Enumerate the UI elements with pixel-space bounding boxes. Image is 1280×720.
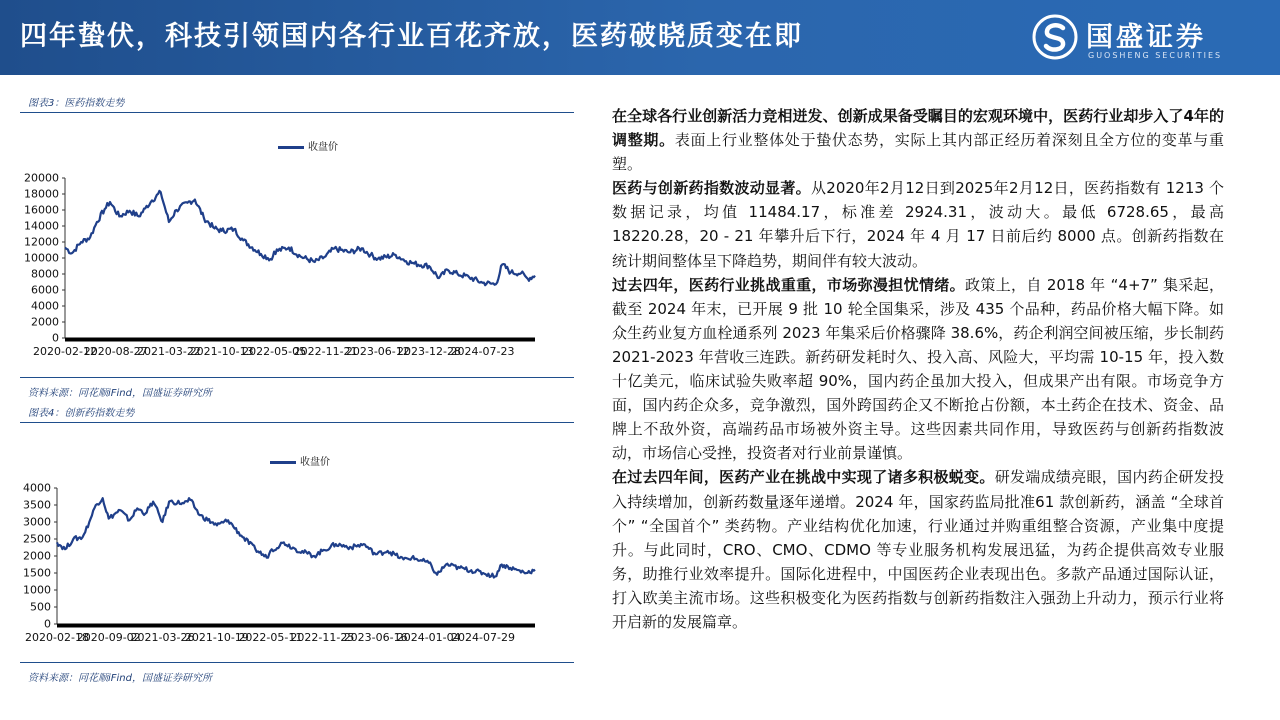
figure-4-bottom-rule <box>20 662 574 663</box>
y-tick-label: 1500 <box>23 566 51 580</box>
paragraph-4-lead: 在过去四年间，医药产业在挑战中实现了诸多积极蜕变。 <box>612 468 995 487</box>
figure-3-top-rule <box>20 112 574 113</box>
figure-3-caption: 图表3：医药指数走势 <box>28 98 125 109</box>
y-tick-label: 4000 <box>31 299 59 313</box>
paragraph-4 <box>612 465 1224 634</box>
analysis-text <box>612 104 1224 634</box>
y-tick-label: 18000 <box>24 187 59 201</box>
legend-label: 收盘价 <box>300 457 330 468</box>
page-title: 四年蛰伏，科技引领国内各行业百花齐放，医药破晓质变在即 <box>20 21 803 52</box>
x-tick-label: 2024-07-29 <box>451 631 515 644</box>
paragraph-1-lead: 在全球各行业创新活力竞相迸发、创新成果备受瞩目的宏观环境中，医药行业却步入了4年的调整期。 <box>612 107 1224 150</box>
y-tick-label: 10000 <box>24 251 59 265</box>
y-tick-label: 4000 <box>23 481 51 495</box>
x-tick-label: 2024-07-23 <box>450 345 515 358</box>
y-tick-label: 500 <box>30 600 51 614</box>
x-tick-label: 2023-06-16 <box>343 631 408 644</box>
paragraph-1 <box>612 104 1224 176</box>
y-tick-label: 0 <box>44 617 51 631</box>
x-tick-label: 2021-10-13 <box>189 345 254 358</box>
paragraph-3-body: 政策上，自 2018 年 “4+7” 集采起，截至 2024 年末，已开展 9 批 10 轮全国集采，涉及 435 个品种，药品价格大幅下降。如众生药业复方血栓通系列 2023 年集采后价格骤降 38.6%，药企利润空间被压缩，步长制药 2021-2023 年营收三连跌。新药研发耗时久、投入高、风险大，平均需 10-15 年，投入数十亿美元，临床试验失败率超 90%，国内药企虽加大投入，但成果产出有限。市场竞争方面，国内药企众多，竞争激烈，国外跨国药企又不断抢占份额，本土药企在技术、资金、品牌上不敌外资，高端药品市场被外资主导。这些因素共同作用，导致医药与创新药指数波动，市场信心受挫，投资者对行业前景谨慎。 <box>612 275 1224 463</box>
figure-4-caption: 图表4：创新药指数走势 <box>28 408 135 419</box>
y-tick-label: 2500 <box>23 532 51 546</box>
x-tick-label: 2022-05-11 <box>238 631 303 644</box>
x-tick-label: 2020-08-27 <box>83 345 148 358</box>
y-tick-label: 2000 <box>23 549 51 563</box>
y-tick-label: 3000 <box>23 515 51 529</box>
guosheng-logo-icon <box>1032 14 1078 60</box>
y-tick-label: 12000 <box>24 235 59 249</box>
x-tick-label: 2021-03-22 <box>136 345 201 358</box>
paragraph-3-lead: 过去四年，医药行业挑战重重，市场弥漫担忧情绪。 <box>612 275 966 294</box>
figure-3-source: 资料来源：同花顺iFind，国盛证券研究所 <box>28 388 212 399</box>
y-tick-label: 8000 <box>31 267 59 281</box>
medicine-index-chart <box>20 170 574 366</box>
y-tick-label: 16000 <box>24 203 59 217</box>
paragraph-1-body: 表面上行业整体处于蛰伏态势，实际上其内部正经历着深刻且全方位的变革与重塑。 <box>612 131 1224 174</box>
logo-english-name: GUOSHENG SECURITIES <box>1088 51 1223 60</box>
x-tick-label: 2023-06-12 <box>345 345 410 358</box>
x-tick-label: 2022-11-21 <box>293 345 358 358</box>
legend-label: 收盘价 <box>308 142 338 153</box>
figure-4-source: 资料来源：同花顺iFind，国盛证券研究所 <box>28 673 212 684</box>
brand-logo <box>1032 12 1252 66</box>
paragraph-3 <box>612 273 1224 466</box>
paragraph-2-body: 从2020年2月12日到2025年2月12日，医药指数有 1213 个数据记录，均值 11484.17，标准差 2924.31，波动大。最低 6728.65，最高 18220.28，20 - 21 年攀升后下行，2024 年 4 月 17 日前后约 8000 点。创新药指数在统计期间整体呈下降趋势，期间伴有较大波动。 <box>612 179 1224 270</box>
y-tick-label: 3500 <box>23 498 51 512</box>
x-tick-label: 2024-01-04 <box>396 631 461 644</box>
y-tick-label: 20000 <box>24 171 59 185</box>
x-tick-label: 2022-05-05 <box>242 345 307 358</box>
x-tick-label: 2022-11-25 <box>290 631 355 644</box>
paragraph-2 <box>612 176 1224 272</box>
y-tick-label: 2000 <box>31 315 59 329</box>
series-line-closing-price <box>57 498 535 577</box>
x-tick-label: 2023-12-28 <box>397 345 461 358</box>
paragraph-2-lead: 医药与创新药指数波动显著。 <box>612 179 811 198</box>
figure-3-bottom-rule <box>20 377 574 378</box>
figure-4-legend <box>270 453 330 468</box>
series-line-closing-price <box>65 191 535 285</box>
figure-3-legend <box>278 138 338 153</box>
header-banner <box>0 0 1280 75</box>
x-tick-label: 2021-03-26 <box>130 631 195 644</box>
legend-swatch <box>278 146 304 149</box>
y-tick-label: 1000 <box>23 583 51 597</box>
legend-swatch <box>270 461 296 464</box>
y-tick-label: 0 <box>52 331 59 345</box>
paragraph-4-body: 研发端成绩亮眼，国内药企研发投入持续增加，创新药数量逐年递增。2024 年，国家药监局批准61 款创新药，涵盖 “全球首个” “全国首个” 类药物。产业结构优化加速，行业通过并购重组整合资源，产业集中度提升。与此同时，CRO、CMO、CDMO 等专业服务机构发展迅猛，为药企提供高效专业服务，助推行业效率提升。国际化进程中，中国医药企业表现出色。多款产品通过国际认证，打入欧美主流市场。这些积极变化为医药指数与创新药指数注入强劲上升动力，预示行业将开启新的发展篇章。 <box>612 468 1224 631</box>
figure-4-top-rule <box>20 422 574 423</box>
x-tick-label: 2020-09-02 <box>76 631 141 644</box>
logo-chinese-name: 国盛证券 <box>1086 22 1206 53</box>
innovative-drug-index-chart <box>20 480 574 648</box>
x-tick-label: 2020-02-18 <box>25 631 89 644</box>
x-tick-label: 2020-02-12 <box>33 345 97 358</box>
x-tick-label: 2021-10-19 <box>184 631 249 644</box>
y-tick-label: 6000 <box>31 283 59 297</box>
y-tick-label: 14000 <box>24 219 59 233</box>
